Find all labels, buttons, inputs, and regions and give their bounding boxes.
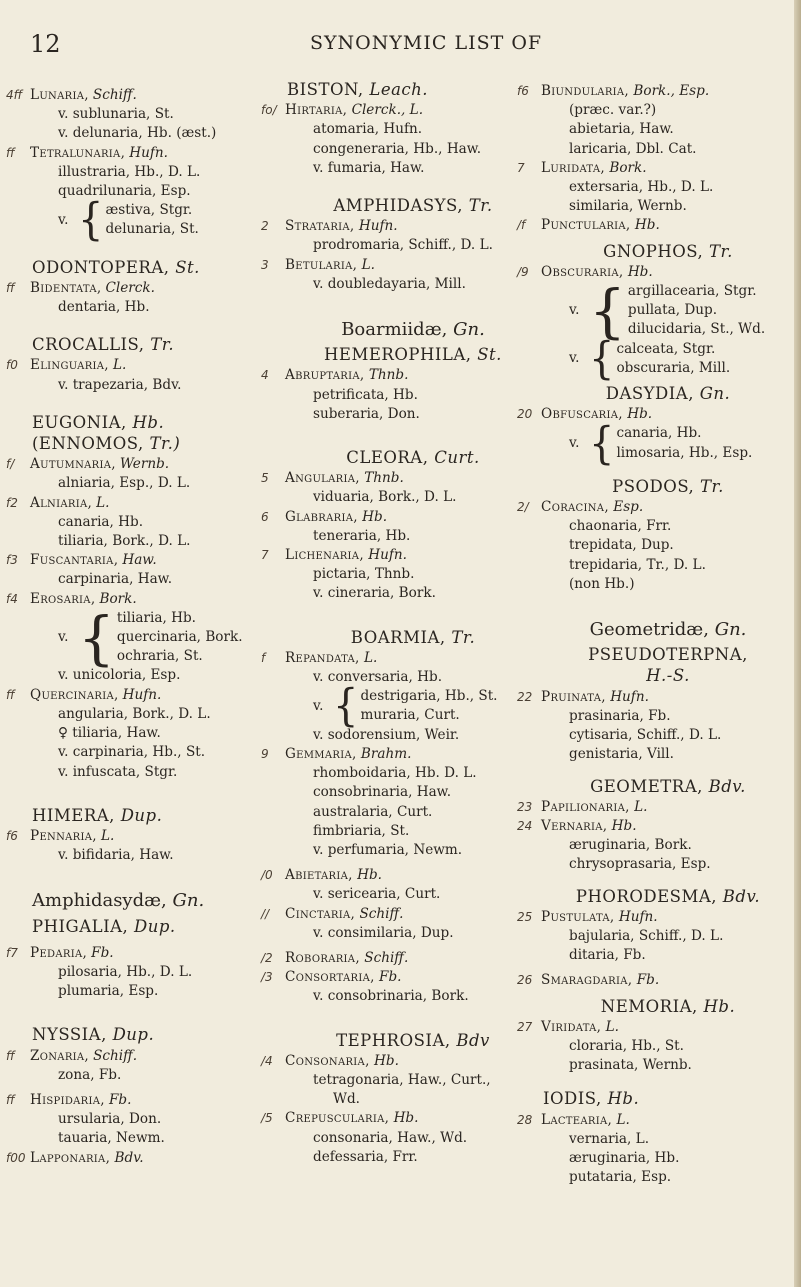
handwritten-number: f6 [6,828,18,843]
species-name: Abruptaria, [285,367,365,384]
synonym: canaria, Hb. [58,513,144,530]
species-name: Consonaria, [285,1052,370,1069]
synonym: dentaria, Hb. [58,299,150,316]
handwritten-number: // [261,906,270,921]
handwritten-number: f [261,650,266,665]
genus-heading: GEOMETRA, Bdv. [590,776,746,796]
handwritten-number: 7 [517,160,525,175]
species-author: Hb. [357,867,383,884]
synonym: teneraria, Hb. [313,527,411,544]
species-entry: f6 Pennaria, L. [32,827,282,846]
species-author: Fb. [379,969,402,986]
species-entry: f3 Fuscantaria, Haw. [32,551,282,570]
synonym: alniaria, Esp., D. L. [58,475,191,492]
synonym: v. carpinaria, Hb., St. [58,744,206,761]
synonym: æruginaria, Hb. [569,1149,680,1166]
species-entry [517,1111,793,1130]
handwritten-number: /0 [261,868,273,883]
synonym: v. consimilaria, Dup. [313,924,454,941]
handwritten-number: 28 [517,1112,533,1127]
synonym: carpinaria, Haw. [58,571,173,588]
species-author: Bork. [609,159,647,176]
synonym: muraria, Curt. [360,707,460,724]
variety-group [287,681,539,732]
species-author: Brahm. [360,745,412,762]
handwritten-number: f/ [6,457,15,472]
variety-label: v. [569,302,580,319]
genus-heading: CLEORA, Curt. [346,448,480,468]
synonym: genistaria, Vill. [569,746,674,763]
species-entry [261,546,539,565]
species-author: Hufn. [122,686,162,703]
synonym: calceata, Stgr. [616,340,716,357]
synonym: v. sublunaria, St. [58,106,174,123]
species-entry: f7 Pedaria, Fb. [32,944,282,963]
species-entry [261,866,539,885]
species-author: Hb. [374,1052,399,1069]
synonym: trepidaria, Tr., D. L. [569,556,706,573]
synonym: petrificata, Hb. [313,386,418,403]
handwritten-number: /5 [261,1111,273,1126]
species-name: Gemmaria, [285,745,357,762]
handwritten-number: f6 [517,84,529,98]
species-name: Autumnaria [30,456,112,473]
species-entry: ff Zonaria, Schiff. [32,1047,282,1066]
brace: { [589,333,615,385]
handwritten-number: 5 [261,471,269,486]
species-name: Vernaria, [541,817,608,834]
species-entry: f4 Erosaria, Bork. [32,590,282,609]
synonym: dilucidaria, St., Wd. [627,321,766,338]
handwritten-number: ff [6,280,15,295]
species-entry [261,217,539,236]
genus-heading: BISTON, Leach. [287,80,429,99]
synonym: zona, Fb. [58,1066,122,1083]
species-entry [517,798,793,817]
synonym: similaria, Wernb. [569,198,687,215]
brace: { [589,276,626,345]
species-entry: ff Quercinaria, Hufn. [32,686,282,705]
synonym: angularia, Bork., D. L. [58,705,211,722]
synonym: quercinaria, Bork. [116,629,243,646]
species-entry [517,159,793,178]
synonym: rhomboidaria, Hb. D. L. [313,765,477,782]
synonym: putataria, Esp. [569,1169,672,1186]
handwritten-number: ff [6,687,15,702]
synonym: quadrilunaria, Esp. [58,183,191,200]
species-name: Lichenaria, [285,547,364,564]
species-entry: ff Hispidaria, Fb. [32,1091,282,1110]
species-entry: ff Tetralunaria, Hufn. [32,144,282,163]
handwritten-number: f0 [6,358,18,373]
species-entry: 4ff Lunaria, Schiff. [32,86,282,105]
handwritten-number: /3 [261,970,273,985]
synonym: defessaria, Frr. [313,1148,418,1165]
handwritten-number: 6 [261,509,269,524]
synonym: v. fumaria, Haw. [313,159,425,176]
handwritten-number: 9 [261,746,269,761]
synonym: v. consobrinaria, Bork. [313,988,469,1005]
synonym: cloraria, Hb., St. [569,1037,684,1054]
species-entry [261,366,539,385]
synonym: tauaria, Newm. [58,1130,165,1147]
species-name: Smaragdaria, [541,972,633,989]
species-author: Schiff. [93,1047,138,1064]
handwritten-number: ff [6,1048,15,1063]
family-heading: Boarmiidæ, Gn. [341,319,485,341]
handwritten-number: 20 [517,407,533,422]
variety-label: v. [569,350,580,367]
species-name: Lapponaria, [30,1149,111,1166]
species-entry: ff Bidentata, Clerck. [32,279,282,298]
synonym: bajularia, Schiff., D. L. [569,927,724,944]
species-author: Fb. [91,944,114,961]
synonym: v. sodorensium, Weir. [313,726,460,743]
genus-heading: TEPHROSIA, Bdv [336,1030,490,1050]
handwritten-number: f3 [6,553,18,568]
species-author: Schiff. [92,87,137,103]
species-author: Hb. [362,508,388,525]
species-name: Pruinata, [541,688,606,705]
synonym: æruginaria, Bork. [569,837,692,854]
handwritten-number: ff [6,145,15,160]
genus-heading: PSODOS, Tr. [612,476,724,496]
synonym: consobrinaria, Haw. [313,784,452,801]
synonym: extersaria, Hb., D. L. [569,179,714,196]
species-author: Hb. [393,1110,419,1127]
synonym: ochraria, St. [116,648,203,665]
genus-heading: NYSSIA, Dup. [32,1025,155,1045]
species-author: Clerck. [105,279,155,296]
species-entry [261,905,539,924]
species-entry [261,508,539,527]
synonym: cytisaria, Schiff., D. L. [569,727,722,744]
page-number: 12 [30,30,61,58]
species-name: Roboraria, [285,949,360,966]
species-author: Hufn. [368,547,407,564]
variety-label: v. [313,697,324,714]
species-name: Consortaria, [285,969,375,986]
synonym: destrigaria, Hb., St. [360,688,498,705]
species-name: Hispidaria [30,1091,101,1108]
species-name: Cinctaria, [285,905,356,922]
species-entry [517,1018,793,1037]
column-1 [6,86,282,1168]
handwritten-number: 24 [517,818,533,833]
variety-group [543,333,793,385]
species-entry: f0 Elinguaria, L. [32,356,282,375]
synonym: ♀ tiliaria, Haw. [58,725,161,742]
synonym: argillacearia, Stgr. [627,283,757,300]
species-author: Hb. [627,406,653,423]
species-name: Betularia, [285,256,358,273]
synonym: viduaria, Bork., D. L. [313,489,457,506]
synonym: pilosaria, Hb., D. L. [58,963,193,980]
genus-subheading: (ENNOMOS, Tr.) [32,434,181,454]
species-name: Fuscantaria [30,552,114,569]
genus-heading: IODIS, Hb. [543,1089,640,1109]
handwritten-number: 26 [517,973,533,988]
synonym: vernaria, L. [569,1130,650,1147]
synonym: pullata, Dup. [627,302,718,319]
handwritten-number: 27 [517,1019,533,1034]
synonym: abietaria, Haw. [569,121,674,138]
species-name: Biundularia, [541,83,630,99]
species-author: Bork. [99,590,137,607]
species-entry [517,263,793,282]
handwritten-number: f7 [6,945,18,960]
synonym: trepidata, Dup. [569,537,674,554]
species-name: Viridata, [541,1018,602,1035]
synonym: v. unicoloria, Esp. [58,667,181,684]
synonym: prodromaria, Schiff., D. L. [313,237,493,254]
species-author: Wernb. [119,456,170,473]
synonym: australaria, Curt. [313,803,433,820]
synonym: v. trapezaria, Bdv. [58,376,182,393]
synonym: (præc. var.?) [569,102,657,119]
species-entry [517,971,793,990]
species-entry [261,469,539,488]
species-entry: f/ Autumnaria, Wernb. [32,455,282,474]
species-entry [261,256,539,275]
species-entry [261,949,539,968]
species-entry [261,1109,539,1128]
genus-heading: PHIGALIA, Dup. [32,916,176,936]
synonym: Wd. [333,1091,360,1108]
brace: { [589,418,615,469]
species-name: Lunaria [30,87,85,103]
species-author: Hufn. [618,908,658,925]
variety-group [32,603,282,672]
synonym: tetragonaria, Haw., Curt., [313,1071,491,1088]
species-author: Hufn. [358,218,398,235]
species-name: Strataria, [285,218,355,235]
handwritten-number: 25 [517,909,533,924]
species-name: Papilionaria, [541,798,630,815]
species-name: Pustulata, [541,908,615,925]
species-entry [517,817,793,836]
species-author: Hufn. [129,144,168,161]
handwritten-number: f4 [6,591,18,606]
synonym: illustraria, Hb., D. L. [58,163,201,180]
species-author: Thnb. [364,470,404,487]
variety-label: v. [58,211,69,228]
species-author: Clerck., L. [351,102,424,119]
species-name: Pedaria [30,944,83,961]
handwritten-number: f2 [6,495,18,510]
handwritten-number: 3 [261,257,269,272]
species-name: Abietaria, [285,867,353,884]
handwritten-number: f00 [6,1150,26,1165]
species-entry [517,405,793,424]
species-author: Haw. [122,552,157,569]
synonym: congeneraria, Hb., Haw. [313,140,482,157]
species-author: L. [634,798,648,815]
synonym: plumaria, Esp. [58,983,159,1000]
species-author: L. [605,1018,619,1035]
column-3 [517,83,793,1187]
synonym: v. perfumaria, Newm. [313,841,463,858]
handwritten-number: 2 [261,219,269,234]
handwritten-number: ff [6,1092,15,1107]
synonym: (non Hb.) [569,575,635,592]
species-name: Luridata, [541,159,605,176]
species-author: Bork., Esp. [633,83,710,99]
variety-group [543,276,793,345]
species-author: L. [616,1111,630,1128]
synonym: v. doubledayaria, Mill. [313,275,466,292]
synonym: chaonaria, Frr. [569,518,672,535]
species-name: Tetralunaria [30,144,121,161]
handwritten-number: /2 [261,950,273,965]
variety-group [543,418,793,469]
genus-author: H.-S. [646,666,690,686]
synonym: canaria, Hb. [616,425,702,442]
synonym: obscuraria, Mill. [616,359,731,376]
species-name: Erosaria [30,590,91,607]
handwritten-number: /4 [261,1053,273,1068]
species-name: Punctularia, [541,217,631,234]
synonym: pictaria, Thnb. [313,566,415,583]
species-entry [517,688,793,707]
genus-heading: CROCALLIS, Tr. [32,335,175,355]
species-name: Coracina, [541,499,609,516]
synonym: consonaria, Haw., Wd. [313,1129,468,1146]
handwritten-number: 4 [261,368,269,383]
synonym: tiliaria, Bork., D. L. [58,533,191,550]
genus-heading: AMPHIDASYS, Tr. [333,196,493,216]
synonym: v. bifidaria, Haw. [58,847,174,864]
synonym: ditaria, Fb. [569,947,646,964]
column-2 [261,80,539,1167]
species-author: L. [96,494,110,511]
species-name: Crepuscularia, [285,1110,390,1127]
species-name: Obscuraria, [541,263,624,280]
synonym: chrysoprasaria, Esp. [569,856,711,873]
genus-heading: BOARMIA, Tr. [350,627,476,647]
species-entry [261,968,539,987]
species-entry [6,1149,282,1168]
species-name: Zonaria [30,1047,85,1064]
brace: { [78,195,104,246]
species-entry [517,498,793,517]
synonym: tiliaria, Hb. [116,609,196,626]
species-author: Schiff. [364,949,409,966]
species-name: Glabraria, [285,508,358,525]
species-entry: f2 Alniaria, L. [32,494,282,513]
genus-heading: ODONTOPERA, St. [32,257,200,277]
species-author: L. [361,256,375,273]
synonym: limosaria, Hb., Esp. [616,444,753,461]
species-author: Hb. [634,217,660,234]
synonym: atomaria, Hufn. [313,121,423,138]
handwritten-number: /9 [517,264,529,279]
handwritten-number: 4ff [6,88,23,102]
genus-heading: HIMERA, Dup. [32,805,163,825]
genus-heading: NEMORIA, Hb. [600,996,736,1016]
synonym: prasinata, Wernb. [569,1057,692,1074]
handwritten-number: 2/ [517,500,529,515]
species-author: Schiff. [359,905,404,922]
species-name: Alniaria [30,494,88,511]
synonym: prasinaria, Fb. [569,707,671,724]
species-author: Fb. [108,1091,132,1108]
species-author: Thnb. [368,367,409,384]
species-name: Elinguaria [30,357,105,374]
variety-label: v. [569,435,580,452]
brace: { [333,681,359,732]
page-edge [794,0,801,1287]
genus-heading: PHORODESMA, Bdv. [575,886,761,906]
handwritten-number: /f [517,218,526,233]
page-title: SYNONYMIC LIST OF [310,32,543,54]
brace: { [78,603,115,672]
species-author: L. [100,827,115,844]
species-name: Angularia, [285,470,360,487]
synonym: v. delunaria, Hb. (æst.) [58,125,217,142]
synonym: v. infuscata, Stgr. [58,763,178,780]
variety-group [32,195,282,246]
species-entry [261,745,539,764]
variety-label: v. [58,629,69,646]
synonym: ursularia, Don. [58,1111,162,1128]
species-name: Obfuscaria, [541,406,623,423]
handwritten-number: 22 [517,689,533,704]
handwritten-number: 23 [517,799,533,814]
genus-heading: GNOPHOS, Tr. [603,241,733,261]
synonym: fimbriaria, St. [313,822,410,839]
synonym: laricaria, Dbl. Cat. [569,140,697,157]
species-name: Lactearia, [541,1111,613,1128]
synonym: v. conversaria, Hb. [313,669,443,686]
species-name: Repandata, [285,649,360,666]
species-entry [261,649,539,668]
synonym: v. cineraria, Bork. [313,585,436,602]
synonym: v. sericearia, Curt. [313,886,441,903]
genus-heading: PSEUDOTERPNA, [588,645,748,665]
species-author: Hb. [611,817,637,834]
species-entry [517,908,793,927]
species-author: Hb. [627,263,653,280]
species-author: Hufn. [610,688,649,705]
species-entry [517,82,793,101]
species-name: Bidentata [30,279,97,296]
genus-heading: DASYDIA, Gn. [605,384,731,404]
species-author: L. [112,357,127,374]
synonym: æstiva, Stgr. [105,202,193,219]
species-name: Quercinaria [30,686,114,703]
synonym: delunaria, St. [105,221,199,238]
handwritten-number: 7 [261,548,269,563]
species-entry [261,1052,539,1071]
species-entry [517,216,793,235]
species-author: Fb. [636,972,660,989]
handwritten-number: fo/ [261,103,277,118]
species-entry [261,101,539,120]
species-author: Bdv. [114,1149,144,1166]
genus-heading: EUGONIA, Hb. [32,412,165,432]
species-name: Hirtaria, [285,102,348,119]
species-name: Pennaria [30,827,93,844]
genus-heading: HEMEROPHILA, St. [324,345,502,365]
species-author: L. [364,649,378,666]
family-heading: Amphidasydæ, Gn. [32,890,205,912]
species-author: Esp. [613,499,644,516]
family-heading: Geometridæ, Gn. [589,619,747,641]
synonym: suberaria, Don. [313,405,420,422]
